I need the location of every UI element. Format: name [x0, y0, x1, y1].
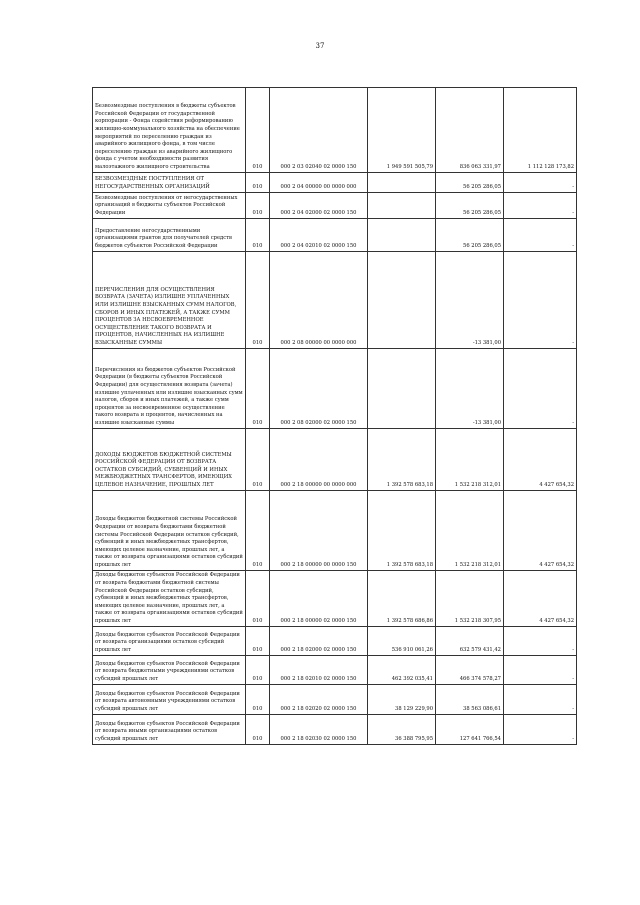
row-code-cell: 010	[246, 252, 270, 349]
row-kbk-cell: 000 2 04 00000 00 0000 000	[270, 173, 368, 193]
row-name-cell: ДОХОДЫ БЮДЖЕТОВ БЮДЖЕТНОЙ СИСТЕМЫ РОССИЙСКОЙ ФЕДЕРАЦИИ ОТ ВОЗВРАТА ОСТАТКОВ СУБСИДИЙ, СУБВЕНЦИЙ И ИНЫХ МЕЖБЮДЖЕТНЫХ ТРАНСФЕРТОВ, ИМЕЮЩИХ ЦЕЛЕВОЕ НАЗНАЧЕНИЕ, ПРОШЛЫХ ЛЕТ	[93, 429, 246, 491]
row-value-2-cell: 56 205 286,05	[436, 219, 504, 252]
row-value-3-cell: -	[504, 193, 577, 219]
table-row	[93, 685, 577, 715]
row-value-3-cell: 4 427 654,32	[504, 571, 577, 627]
row-code-cell: 010	[246, 715, 270, 745]
row-value-2-cell: 1 532 218 312,01	[436, 491, 504, 571]
row-value-2-cell: -13 381,00	[436, 252, 504, 349]
row-value-1-cell	[368, 349, 436, 429]
row-kbk-cell: 000 2 03 02040 02 0000 150	[270, 88, 368, 173]
row-kbk-cell: 000 2 18 02010 02 0000 150	[270, 656, 368, 685]
table-row	[93, 252, 577, 349]
row-kbk-cell: 000 2 18 02000 02 0000 150	[270, 627, 368, 656]
row-name-cell: БЕЗВОЗМЕЗДНЫЕ ПОСТУПЛЕНИЯ ОТ НЕГОСУДАРСТВЕННЫХ ОРГАНИЗАЦИЙ	[93, 173, 246, 193]
row-kbk-cell: 000 2 08 02000 02 0000 150	[270, 349, 368, 429]
row-kbk-cell: 000 2 04 02000 02 0000 150	[270, 193, 368, 219]
row-code-cell: 010	[246, 173, 270, 193]
row-name-cell: Доходы бюджетов субъектов Российской Федерации от возврата иными организациями остатков субсидий прошлых лет	[93, 715, 246, 745]
table-row	[93, 429, 577, 491]
row-name-cell: Безвозмездные поступления от негосударственных организаций в бюджеты субъектов Российской Федерации	[93, 193, 246, 219]
row-value-2-cell: 1 532 218 312,01	[436, 429, 504, 491]
row-value-1-cell: 1 392 578 683,18	[368, 429, 436, 491]
row-value-1-cell: 462 392 035,41	[368, 656, 436, 685]
row-value-1-cell: 1 392 578 686,86	[368, 571, 436, 627]
row-name-cell: Доходы бюджетов субъектов Российской Федерации от возврата организациями остатков субсидий прошлых лет	[93, 627, 246, 656]
table-row	[93, 656, 577, 685]
row-value-2-cell: 56 205 286,05	[436, 173, 504, 193]
row-value-3-cell: -	[504, 252, 577, 349]
row-value-3-cell: -	[504, 715, 577, 745]
row-kbk-cell: 000 2 18 00000 00 0000 000	[270, 429, 368, 491]
row-name-cell: Доходы бюджетов субъектов Российской Федерации от возврата автономными учреждениями остатков субсидий прошлых лет	[93, 685, 246, 715]
row-value-3-cell: -	[504, 349, 577, 429]
row-kbk-cell: 000 2 04 02010 02 0000 150	[270, 219, 368, 252]
row-value-2-cell: 127 641 766,54	[436, 715, 504, 745]
row-value-3-cell: 4 427 654,32	[504, 429, 577, 491]
table-row	[93, 219, 577, 252]
row-kbk-cell: 000 2 18 00000 02 0000 150	[270, 571, 368, 627]
row-name-cell: Перечисления из бюджетов субъектов Российской Федерации (в бюджеты субъектов Российской Федерации) для осуществления возврата (зачета) излишне уплаченных или излишне взысканных сумм налогов, сборов и иных платежей, а также сумм процентов за несвоевременное осуществление такого возврата и процентов, начисленных на излишне взысканные суммы	[93, 349, 246, 429]
row-value-2-cell: 466 374 578,27	[436, 656, 504, 685]
page-number: 37	[315, 42, 325, 50]
table-row	[93, 349, 577, 429]
row-value-3-cell: 4 427 654,32	[504, 491, 577, 571]
row-value-3-cell: -	[504, 656, 577, 685]
row-value-2-cell: 1 532 218 307,95	[436, 571, 504, 627]
table-row	[93, 88, 577, 173]
row-code-cell: 010	[246, 627, 270, 656]
row-code-cell: 010	[246, 219, 270, 252]
row-value-1-cell: 36 388 795,95	[368, 715, 436, 745]
row-name-cell: Предоставление негосударственными организациями грантов для получателей средств бюджетов субъектов Российской Федерации	[93, 219, 246, 252]
row-value-2-cell: 56 205 286,05	[436, 193, 504, 219]
row-code-cell: 010	[246, 656, 270, 685]
row-code-cell: 010	[246, 429, 270, 491]
row-code-cell: 010	[246, 571, 270, 627]
row-code-cell: 010	[246, 491, 270, 571]
row-value-3-cell: -	[504, 219, 577, 252]
row-value-3-cell: -	[504, 173, 577, 193]
row-value-1-cell: 1 949 591 505,79	[368, 88, 436, 173]
row-value-1-cell	[368, 193, 436, 219]
table-row	[93, 491, 577, 571]
row-value-3-cell: -	[504, 685, 577, 715]
row-name-cell: Доходы бюджетов субъектов Российской Федерации от возврата бюджетными учреждениями остатков субсидий прошлых лет	[93, 656, 246, 685]
row-value-2-cell: 836 063 331,97	[436, 88, 504, 173]
row-kbk-cell: 000 2 18 00000 00 0000 150	[270, 491, 368, 571]
row-value-2-cell: 38 563 086,61	[436, 685, 504, 715]
row-value-1-cell: 536 910 061,26	[368, 627, 436, 656]
row-code-cell: 010	[246, 193, 270, 219]
row-code-cell: 010	[246, 349, 270, 429]
row-value-1-cell: 1 392 578 683,18	[368, 491, 436, 571]
row-kbk-cell: 000 2 08 00000 00 0000 000	[270, 252, 368, 349]
budget-table	[92, 87, 577, 745]
row-value-2-cell: -13 381,00	[436, 349, 504, 429]
row-name-cell: Безвозмездные поступления в бюджеты субъектов Российской Федерации от государственной корпорации - Фонда содействия реформированию жилищно-коммунального хозяйства на обеспечение мероприятий по переселению граждан из аварийного жилищного фонда, в том числе переселению граждан из аварийного жилищного фонда с учетом необходимости развития малоэтажного жилищного строительства	[93, 88, 246, 173]
table-row	[93, 173, 577, 193]
table-row	[93, 627, 577, 656]
row-value-2-cell: 632 579 431,42	[436, 627, 504, 656]
row-kbk-cell: 000 2 18 02030 02 0000 150	[270, 715, 368, 745]
row-code-cell: 010	[246, 685, 270, 715]
table-row	[93, 571, 577, 627]
row-name-cell: ПЕРЕЧИСЛЕНИЯ ДЛЯ ОСУЩЕСТВЛЕНИЯ ВОЗВРАТА (ЗАЧЕТА) ИЗЛИШНЕ УПЛАЧЕННЫХ ИЛИ ИЗЛИШНЕ ВЗЫСКАННЫХ СУММ НАЛОГОВ, СБОРОВ И ИНЫХ ПЛАТЕЖЕЙ, А ТАКЖЕ СУММ ПРОЦЕНТОВ ЗА НЕСВОЕВРЕМЕННОЕ ОСУЩЕСТВЛЕНИЕ ТАКОГО ВОЗВРАТА И ПРОЦЕНТОВ, НАЧИСЛЕННЫХ НА ИЗЛИШНЕ ВЗЫСКАННЫЕ СУММЫ	[93, 252, 246, 349]
row-value-3-cell: 1 112 128 173,82	[504, 88, 577, 173]
row-name-cell: Доходы бюджетов бюджетной системы Российской Федерации от возврата бюджетами бюджетной системы Российской Федерации остатков субсидий, субвенций и иных межбюджетных трансфертов, имеющих целевое назначение, прошлых лет, а также от возврата организациями остатков субсидий прошлых лет	[93, 491, 246, 571]
budget-table-body	[93, 88, 577, 745]
row-value-1-cell	[368, 173, 436, 193]
row-value-3-cell: -	[504, 627, 577, 656]
table-row	[93, 193, 577, 219]
row-code-cell: 010	[246, 88, 270, 173]
table-row	[93, 715, 577, 745]
row-value-1-cell	[368, 252, 436, 349]
row-value-1-cell: 38 129 229,90	[368, 685, 436, 715]
row-name-cell: Доходы бюджетов субъектов Российской Федерации от возврата бюджетами бюджетной системы Российской Федерации остатков субсидий, субвенций и иных межбюджетных трансфертов, имеющих целевое назначение, прошлых лет, а также от возврата организациями остатков субсидий прошлых лет	[93, 571, 246, 627]
row-kbk-cell: 000 2 18 02020 02 0000 150	[270, 685, 368, 715]
row-value-1-cell	[368, 219, 436, 252]
